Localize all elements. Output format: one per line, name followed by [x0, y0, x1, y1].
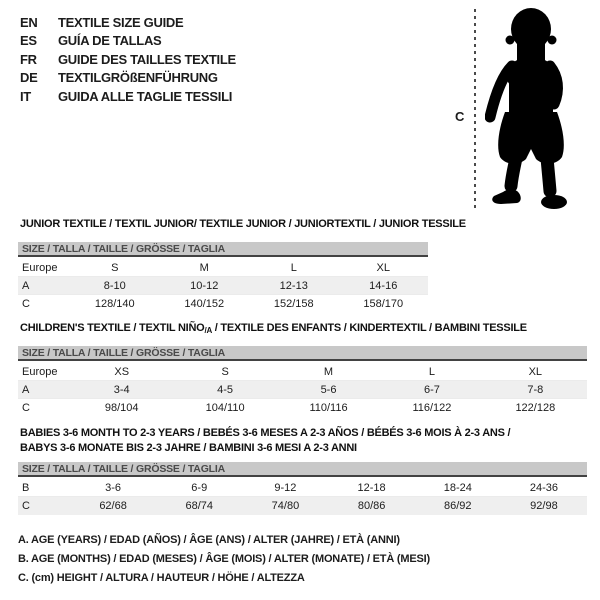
footnote-b: B. AGE (MONTHS) / EDAD (MESES) / ÂGE (MOIS) / ALTER (MONATE) / ETÀ (MESI): [18, 553, 430, 565]
row-label: C: [22, 402, 30, 414]
table-cell: 3-4: [113, 383, 130, 396]
children-title-suffix: / TEXTILE DES ENFANTS / KINDERTEXTIL / BAMBINI TESSILE: [211, 322, 527, 334]
row-label: C: [22, 500, 30, 512]
table-cell: 68/74: [185, 500, 214, 512]
table-row: [18, 295, 428, 313]
children-title-prefix: CHILDREN'S TEXTILE / TEXTIL NIÑO: [20, 322, 205, 334]
language-code: DE: [20, 70, 38, 86]
junior-table-rows: [18, 257, 428, 313]
table-cell: 116/122: [412, 402, 452, 414]
row-label: A: [22, 279, 30, 292]
table-cell: 10-12: [190, 279, 219, 292]
table-row: [18, 399, 587, 417]
language-label: GUIDA ALLE TAGLIE TESSILI: [58, 88, 233, 104]
babies-size-table: [18, 462, 587, 515]
junior-size-table: [18, 242, 428, 313]
table-cell: 110/116: [309, 402, 348, 414]
table-cell: 5-6: [320, 383, 337, 396]
table-cell: 158/170: [363, 298, 404, 310]
table-cell: 7-8: [527, 383, 544, 396]
babies-title-line2: BABYS 3-6 MONATE BIS 2-3 JAHRE / BAMBINI 3-6 MESI A 2-3 ANNI: [20, 442, 357, 454]
table-cell: 9-12: [274, 481, 297, 494]
language-row-it: [20, 87, 236, 106]
language-code: IT: [20, 88, 31, 104]
height-measure-dashed-line: [474, 9, 476, 211]
language-label: TEXTILGRÖßENFÜHRUNG: [58, 70, 218, 86]
table-cell: 8-10: [103, 279, 126, 292]
table-cell: M: [199, 261, 209, 274]
table-cell: 12-13: [279, 279, 308, 292]
table-cell: XL: [376, 261, 390, 274]
table-cell: 74/80: [271, 500, 300, 512]
table-row: [18, 363, 587, 381]
row-label: Europe: [22, 261, 58, 274]
table-cell: 24-36: [529, 481, 559, 494]
table-row: [18, 277, 428, 295]
babies-title-line1: BABIES 3-6 MONTH TO 2-3 YEARS / BEBÉS 3-6 MESES A 2-3 AÑOS / BÉBÉS 3-6 MOIS À 2-3 ANS /: [20, 427, 511, 439]
row-label: B: [22, 481, 30, 494]
language-list: [20, 13, 236, 106]
table-cell: 122/128: [515, 402, 556, 414]
table-cell: L: [428, 365, 435, 378]
language-code: ES: [20, 33, 37, 49]
language-row-de: [20, 69, 236, 88]
table-cell: 62/68: [99, 500, 127, 512]
baby-silhouette-image: [485, 0, 600, 215]
children-table-title: [20, 321, 527, 338]
table-cell: XL: [528, 365, 543, 378]
table-cell: 3-6: [105, 481, 122, 494]
table-cell: S: [221, 365, 229, 378]
language-code: EN: [20, 14, 38, 30]
table-cell: 6-9: [191, 481, 208, 494]
row-label: Europe: [22, 365, 58, 378]
table-cell: 140/152: [184, 298, 225, 310]
babies-table-rows: [18, 477, 587, 515]
children-title-subscript: /A: [204, 326, 212, 335]
babies-table-title: [20, 426, 510, 456]
table-cell: 6-7: [423, 383, 440, 396]
size-header-bar: SIZE / TALLA / TAILLE / GRÖSSE / TAGLIA: [18, 346, 587, 361]
row-label: A: [22, 383, 30, 396]
table-cell: M: [323, 365, 334, 378]
table-row: [18, 479, 587, 497]
table-cell: 152/158: [273, 298, 314, 310]
table-cell: 18-24: [443, 481, 472, 494]
table-row: [18, 497, 587, 515]
table-cell: L: [290, 261, 297, 274]
table-cell: 92/98: [530, 500, 558, 512]
table-cell: XS: [114, 365, 130, 378]
table-cell: 4-5: [217, 383, 234, 396]
table-cell: 104/110: [205, 402, 245, 414]
table-cell: 80/86: [357, 500, 386, 512]
table-cell: 12-18: [357, 481, 386, 494]
table-cell: 128/140: [94, 298, 135, 310]
table-cell: S: [111, 261, 119, 274]
table-cell: 14-16: [369, 279, 398, 292]
table-row: [18, 259, 428, 277]
junior-table-title: JUNIOR TEXTILE / TEXTIL JUNIOR/ TEXTILE JUNIOR / JUNIORTEXTIL / JUNIOR TESSILE: [20, 218, 466, 230]
language-row-en: [20, 13, 236, 32]
language-code: FR: [20, 51, 37, 67]
footnote-c: C. (cm) HEIGHT / ALTURA / HAUTEUR / HÖHE / ALTEZZA: [18, 572, 305, 584]
size-header-bar: SIZE / TALLA / TAILLE / GRÖSSE / TAGLIA: [18, 462, 587, 477]
language-label: GUÍA DE TALLAS: [58, 33, 162, 49]
children-size-table: [18, 346, 587, 417]
footnote-a: A. AGE (YEARS) / EDAD (AÑOS) / ÂGE (ANS) / ALTER (JAHRE) / ETÀ (ANNI): [18, 534, 400, 546]
footnote-legend: [18, 531, 430, 588]
language-row-es: [20, 32, 236, 51]
language-label: TEXTILE SIZE GUIDE: [58, 14, 184, 30]
children-table-rows: [18, 361, 587, 417]
row-label: C: [22, 298, 30, 310]
table-cell: 98/104: [104, 402, 139, 414]
size-header-bar: SIZE / TALLA / TAILLE / GRÖSSE / TAGLIA: [18, 242, 428, 257]
language-label: GUIDE DES TAILLES TEXTILE: [58, 51, 236, 67]
language-row-fr: [20, 50, 236, 69]
table-row: [18, 381, 587, 399]
height-measure-label: C: [455, 109, 465, 124]
table-cell: 86/92: [444, 500, 472, 512]
